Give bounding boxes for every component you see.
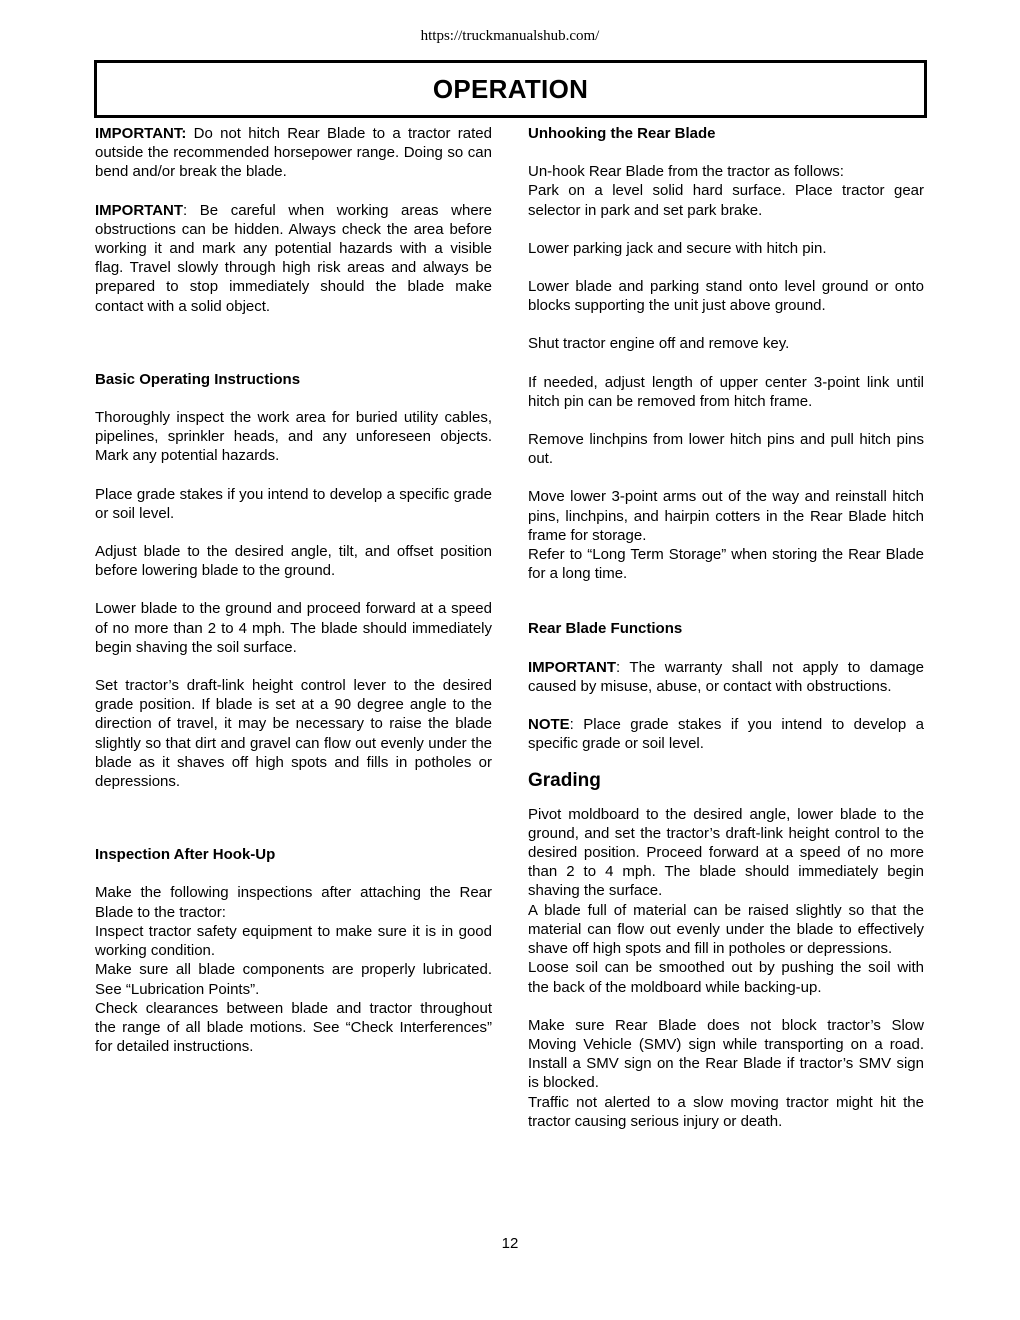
basic-paragraph: Place grade stakes if you intend to develop a specific grade or soil level.	[95, 485, 492, 522]
right-column	[528, 124, 924, 1131]
important-label: IMPORTANT:	[95, 125, 187, 142]
inspection-line: Make sure all blade components are properly lubricated. See “Lubrication Points”.	[95, 961, 492, 998]
important-text: : The warranty shall not apply to damage caused by misuse, abuse, or contact with obstructions.	[528, 658, 924, 695]
note-text: : Place grade stakes if you intend to develop a specific grade or soil level.	[528, 716, 924, 753]
inspection-line: Make the following inspections after attaching the Rear Blade to the tractor:	[95, 884, 492, 921]
source-url: https://truckmanualshub.com/	[420, 28, 600, 44]
basic-paragraph: Set tractor’s draft-link height control lever to the desired grade position. If blade is set at a 90 degree angle to the direction of travel, it may be necessary to raise the blade slightly so that dirt and gravel can flow out evenly under the blade as it shaves off high spots and fills in potholes or depressions.	[95, 677, 492, 791]
important-text: Do not hitch Rear Blade to a tractor rated outside the recommended horsepower range. Doing so can bend and/or break the blade.	[95, 125, 492, 181]
grading-line: Loose soil can be smoothed out by pushing the soil with the back of the moldboard while backing-up.	[528, 959, 924, 996]
unhooking-paragraph: Refer to “Long Term Storage” when storing the Rear Blade for a long time.	[528, 546, 924, 583]
unhooking-paragraph: Remove linchpins from lower hitch pins and pull hitch pins out.	[528, 431, 924, 468]
left-column	[95, 124, 492, 1056]
grading-heading: Grading	[528, 770, 601, 792]
inspection-heading: Inspection After Hook-Up	[95, 846, 276, 864]
unhooking-paragraph: Move lower 3-point arms out of the way and reinstall hitch pins, linchpins, and hairpin cotters in the Rear Blade hitch frame for storage.	[528, 488, 924, 544]
unhooking-paragraph: Shut tractor engine off and remove key.	[528, 335, 790, 353]
unhooking-paragraph: Lower parking jack and secure with hitch pin.	[528, 239, 827, 257]
unhooking-paragraph: Lower blade and parking stand onto level ground or onto blocks supporting the unit just above ground.	[528, 278, 924, 315]
functions-important	[528, 658, 924, 696]
grading-line: A blade full of material can be raised slightly so that the material can flow out evenly under the blade to effectively shave off high spots and fill in potholes or depressions.	[528, 901, 924, 958]
inspection-line: Inspect tractor safety equipment to make sure it is in good working condition.	[95, 922, 492, 960]
page-number: 12	[501, 1235, 519, 1252]
page-title: OPERATION	[432, 73, 589, 104]
important-text: : Be careful when working areas where obstructions can be hidden. Always check the area before working it and mark any potential hazards with a visible flag. Travel slowly through high risk areas and always be prepared to stop immediately should the blade make contact with a solid object.	[95, 201, 492, 315]
important-label: IMPORTANT	[528, 658, 617, 676]
unhooking-line: Park on a level solid hard surface. Place tractor gear selector in park and set park brake.	[528, 182, 924, 219]
inspection-line: Check clearances between blade and tractor throughout the range of all blade motions. See “Check Interferences” for detailed instructions.	[95, 999, 492, 1056]
unhooking-paragraph: If needed, adjust length of upper center 3-point link until hitch pin can be removed from hitch frame.	[528, 373, 924, 410]
basic-paragraph: Adjust blade to the desired angle, tilt, and offset position before lowering blade to the ground.	[95, 543, 492, 580]
grading-line: Make sure Rear Blade does not block tractor’s Slow Moving Vehicle (SMV) sign while transporting on a road. Install a SMV sign on the Rear Blade if tractor’s SMV sign is blocked.	[528, 1016, 924, 1092]
note-label: NOTE	[528, 716, 570, 734]
basic-paragraph: Thoroughly inspect the work area for buried utility cables, pipelines, sprinkler heads, and any unforeseen objects. Mark any potential hazards.	[95, 409, 492, 465]
important-obstructions-note	[95, 201, 492, 316]
basic-paragraph: Lower blade to the ground and proceed forward at a speed of no more than 2 to 4 mph. The blade should immediately begin shaving the soil surface.	[95, 600, 492, 656]
functions-note	[528, 715, 924, 753]
grading-line: Pivot moldboard to the desired angle, lower blade to the ground, and set the tractor’s draft-link height control to the desired position. Proceed forward at a speed of no more than 2 to 4 mph. The blade should immediately begin shaving the surface.	[528, 805, 924, 900]
unhooking-heading: Unhooking the Rear Blade	[528, 125, 716, 142]
basic-operating-heading: Basic Operating Instructions	[95, 370, 301, 388]
important-label: IMPORTANT	[95, 201, 184, 219]
section-title-box	[94, 60, 927, 118]
important-hitch-note	[95, 124, 492, 182]
functions-heading: Rear Blade Functions	[528, 620, 683, 638]
grading-line: Traffic not alerted to a slow moving tractor might hit the tractor causing serious injury or death.	[528, 1093, 924, 1130]
unhooking-line: Un-hook Rear Blade from the tractor as follows:	[528, 163, 844, 181]
